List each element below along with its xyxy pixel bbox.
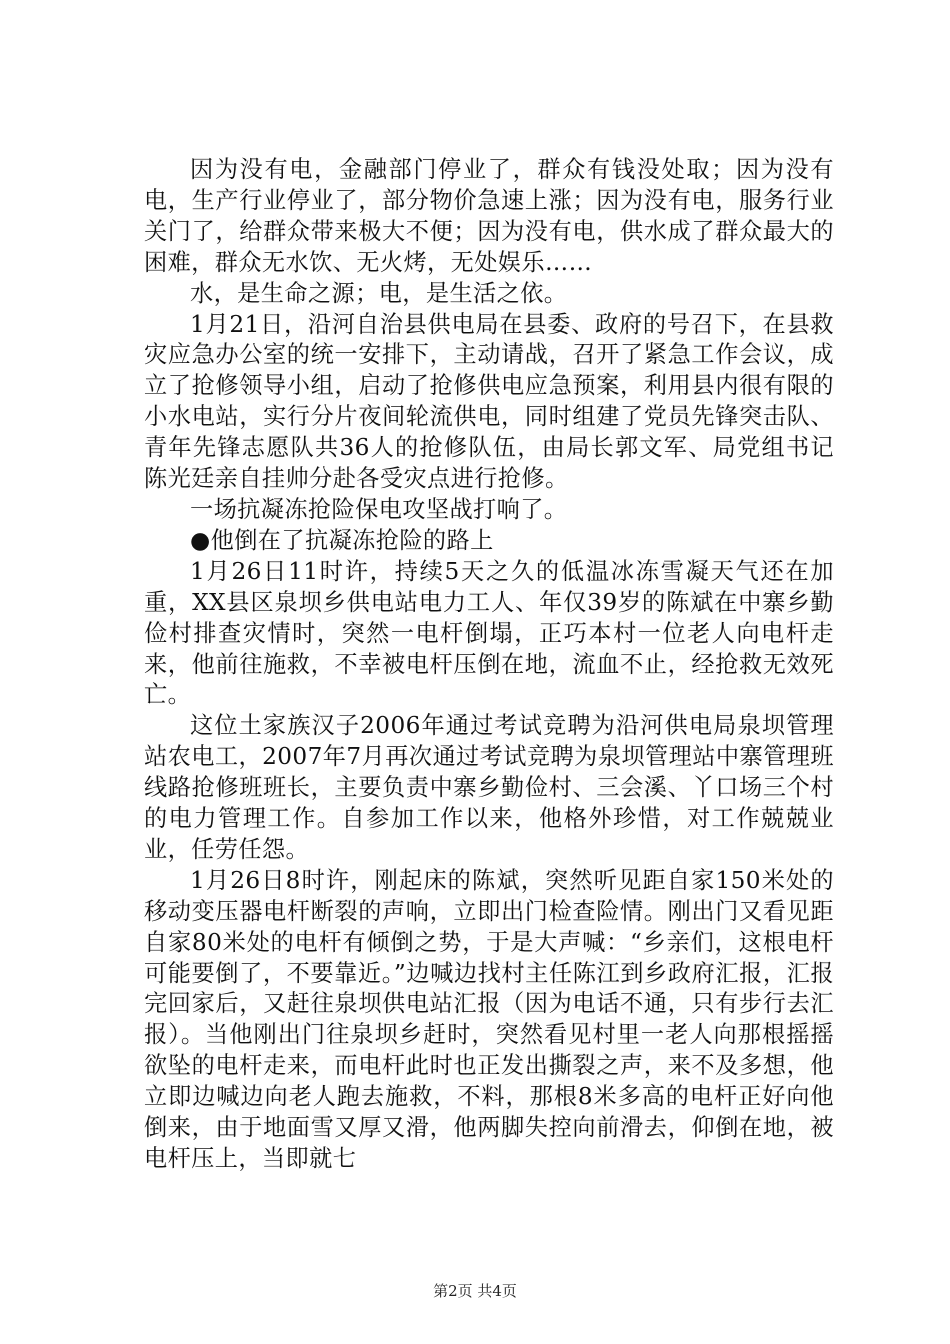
section-heading: ●他倒在了抗凝冻抢险的路上: [190, 526, 494, 554]
paragraph-incident-detail: 1月26日8时许，刚起床的陈斌，突然听见距自家150米处的移动变压器电杆断裂的声响，立即出门检查险情。刚出门又看见距自家80米处的电杆有倾倒之势，于是大声喊：“乡亲们，这根电杆可能要倒了，不要靠近。”边喊边找村主任陈江到乡政府汇报，汇报完回家后，又赶往泉坝供电站汇报（因为电话不通，只有步行去汇报）。当他刚出门往泉坝乡赶时，突然看见村里一老人向那根摇摇欲坠的电杆走来，而电杆此时也正发出撕裂之声，来不及多想，他立即边喊边向老人跑去施救，不料，那根8米多高的电杆正好向他倒来，由于地面雪又厚又滑，他两脚失控向前滑去，仰倒在地，被电杆压上，当即就七: [144, 866, 834, 1172]
paragraph-accident: 1月26日11时许，持续5天之久的低温冰冻雪凝天气还在加重，XX县区泉坝乡供电站电力工人、年仅39岁的陈斌在中寨乡勤俭村排查灾情时，突然一电杆倒塌，正巧本村一位老人向电杆走来，他前往施救，不幸被电杆压倒在地，流血不止，经抢救无效死亡。: [144, 557, 834, 709]
paragraph-biography: 这位土家族汉子2006年通过考试竞聘为沿河供电局泉坝管理站农电工，2007年7月再次通过考试竞聘为泉坝管理站中寨管理班线路抢修班班长，主要负责中寨乡勤俭村、三会溪、丫口场三个村的电力管理工作。自参加工作以来，他格外珍惜，对工作兢兢业业，任劳任怨。: [144, 712, 834, 863]
page-number-footer: 第2页 共4页: [433, 1282, 517, 1300]
paragraph-no-power-impact: 因为没有电，金融部门停业了，群众有钱没处取；因为没有电，生产行业停业了，部分物价急速上涨；因为没有电，服务行业关门了，给群众带来极大不便；因为没有电，供水成了群众最大的困难，群众无水饮、无火烤，无处娱乐……: [144, 156, 834, 276]
paragraph-emergency-response: 1月21日，沿河自治县供电局在县委、政府的号召下，在县救灾应急办公室的统一安排下，主动请战，召开了紧急工作会议，成立了抢修领导小组，启动了抢修供电应急预案，利用县内很有限的小水电站，实行分片夜间轮流供电，同时组建了党员先锋突击队、青年先锋志愿队共36人的抢修队伍，由局长郭文军、局党组书记陈光廷亲自挂帅分赴各受灾点进行抢修。: [144, 310, 834, 493]
document-body: [144, 155, 834, 1175]
paragraph-water-electricity: 水，是生命之源；电，是生活之依。: [190, 279, 568, 307]
paragraph-battle-begins: 一场抗凝冻抢险保电攻坚战打响了。: [190, 495, 568, 523]
